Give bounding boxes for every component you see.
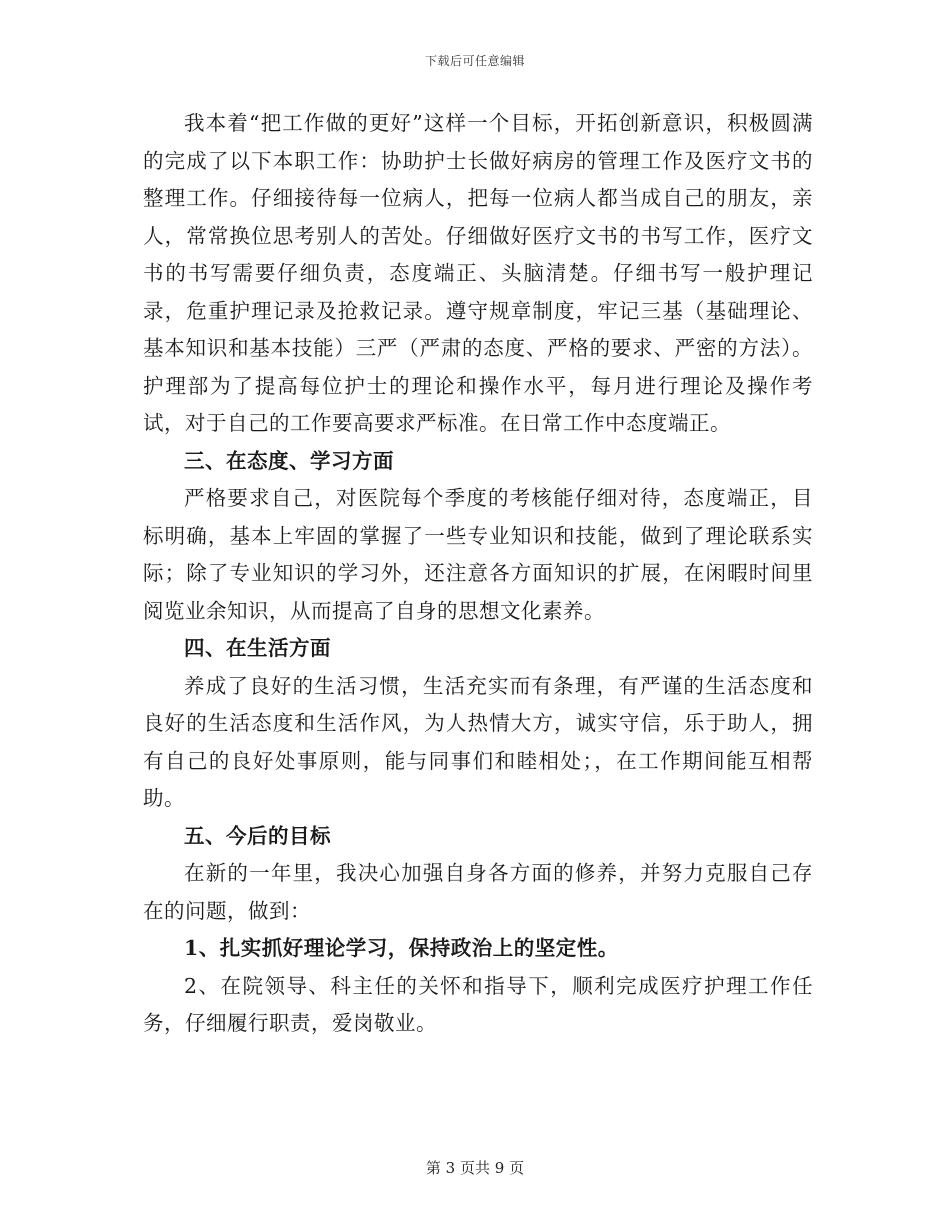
page-header: 下载后可任意编辑 [424,54,525,68]
goal-item-2: 2、在院领导、科主任的关怀和指导下，顺利完成医疗护理工作任务，仔细履行职责，爱岗敬业。 [143,973,813,1035]
paragraph-life: 养成了良好的生活习惯，生活充实而有条理，有严谨的生活态度和良好的生活态度和生活作风，为人热情大方，诚实守信，乐于助人，拥有自己的良好处事原则，能与同事们和睦相处；，在工作期间能互相帮助。 [143,673,813,810]
heading-life: 四、在生活方面 [184,636,331,660]
document-body [143,105,813,1043]
goal-item-1: 1、扎实抓好理论学习，保持政治上的坚定性。 [184,936,619,960]
heading-future-goals: 五、今后的目标 [184,823,331,848]
page-footer: 第 3 页共 9 页 [425,1159,525,1177]
heading-attitude-study: 三、在态度、学习方面 [184,448,394,473]
paragraph-attitude-study: 严格要求自己，对医院每个季度的考核能仔细对待，态度端正，目标明确，基本上牢固的掌握了一些专业知识和技能，做到了理论联系实际；除了专业知识的学习外，还注意各方面知识的扩展，在闲暇时间里阅览业余知识，从而提高了自身的思想文化素养。 [143,486,813,623]
paragraph-future-goals: 在新的一年里，我决心加强自身各方面的修养，并努力克服自己存在的问题，做到： [143,861,813,923]
paragraph-work-duties: 我本着“把工作做的更好”这样一个目标，开拓创新意识，积极圆满的完成了以下本职工作：协助护士长做好病房的管理工作及医疗文书的整理工作。仔细接待每一位病人，把每一位病人都当成自己的朋友，亲人，常常换位思考别人的苦处。仔细做好医疗文书的书写工作，医疗文书的书写需要仔细负责，态度端正、头脑清楚。仔细书写一般护理记录，危重护理记录及抢救记录。遵守规章制度，牢记三基（基础理论、基本知识和基本技能）三严（严肃的态度、严格的要求、严密的方法）。护理部为了提高每位护士的理论和操作水平，每月进行理论及操作考试，对于自己的工作要高要求严标准。在日常工作中态度端正。 [143,111,813,435]
